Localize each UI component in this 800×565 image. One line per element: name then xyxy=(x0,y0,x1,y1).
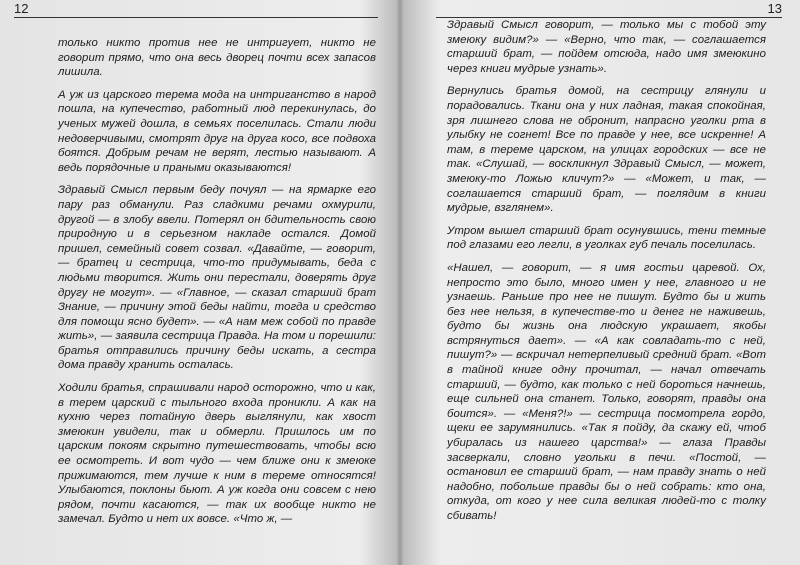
left-page-number: 12 xyxy=(14,1,29,16)
right-paragraph-1: Здравый Смысл говорит, — только мы с тобой эту змеюку видим?» — «Верно, что так, — соглашается старший брат, — пойдем отсюда, надо имя змеюкино через книги мудрые узнать». xyxy=(447,19,766,75)
left-paragraph-2: А уж из царского терема мода на интриганство в народ пошла, на купечество, работный люд перекинулась, до ученых мужей дошла, в семьях поселилась. Стали люди недоверчивыми, смотрят друг на друга косо, все подвоха боятся. Добрым речам не верят, лестью называют. А ведь порядочные и праными оказываются! xyxy=(58,88,376,174)
left-header-rule xyxy=(14,17,378,18)
right-paragraph-2: Вернулись братья домой, на сестрицу глянули и порадовались. Ткани она у них ладная, такая спокойная, зря лишнего слова не обронит, напрасно уголки рта в улыбку не согнет! Все по правде у нее, все искренне! А там, в тереме царском, на улицах городских — все не так. «Слушай, — воскликнул Здравый Смысл, — может, змеюку-то Ложью кличут?» — «Может, и так, — соглашается старший брат, — поглядим в книги мудрые, взглянем». xyxy=(447,85,766,215)
right-paragraph-3: Утром вышел старший брат осунувшись, тени темные под глазами его легли, в уголках губ печаль поселилась. xyxy=(447,224,766,252)
right-page-number: 13 xyxy=(767,1,782,16)
right-paragraph-4: «Нашел, — говорит, — я имя гостьи царевой. Ох, непросто это было, много имен у нее, главного и не узнаешь. Раньше про нее не пишут. Будто бы и жить без нее нельзя, в купечестве-то и денег не наживешь, будто бы жизнь она людскую украшает, якобы встрянуться дает». — «А как совладать-то с ней, пишут?» — вскричал нетерпеливый средний брат. «Вот в тайной книге одну прочитал, — начал отвечать старший, — будто, как только с ней бороться начнешь, еще сильней она станет. Только, говорят, правды она боится». — «Меня?!» — сестрица посмотрела гордо, щеки ее зарумянились. «Так я пойду, да скажу ей, чтоб убиралась из нашего царства!» — глаза Правды засверкали, словно угольки в печи. «Постой, — остановил ее старший брат, — нам правду знать о ней надобно, побольше правды бы о ней собрать: кто она, откуда, от кого у нее сила великая людей-то с толку сбивать! xyxy=(447,261,766,522)
right-header-rule xyxy=(436,17,782,18)
left-paragraph-4: Ходили братья, спрашивали народ осторожно, что и как, в терем царский с тыльного входа проникли. А как на кухню через потайную дверь выглянули, как хвост змеюкин увидели, так и обмерли. Пришлось им по царским покоям скрытно путешествовать, чтобы всю ее осмотреть. И вот чудо — чем ближе они к змеюке прижимаются, тем лучше к ним в тереме относятся! Улыбаются, поклоны бьют. А уж когда они совсем с нею рядом, почти касаются, — так их вообще никто не замечал. Будто и нет их вовсе. «Что ж, — xyxy=(58,382,376,526)
left-paragraph-3: Здравый Смысл первым беду почуял — на ярмарке его пару раз обманули. Раз сладкими речами охмурили, другой — в злобу ввели. Потерял он бдительность свою природную и в серьезном накладе остался. Домой пришел, семейный совет созвал. «Давайте, — говорит, — братец и сестрица, что-то придумывать, беда с людьми творится. Жить они перестали, доверять друг другу не могут». — «Главное, — сказал старший брат Знание, — причину этой беды найти, тогда и средство для помощи ясно будет». — «А нам меж собой по правде жить», — заявила сестрица Правда. На том и порешили: братья отправились причину беды искать, а сестра дома правду хранить осталась. xyxy=(58,184,376,372)
right-page xyxy=(400,0,800,565)
left-paragraph-1: только никто против нее не интригует, никто не говорит прямо, что она весь дворец почти всех запасов лишила. xyxy=(58,37,376,79)
